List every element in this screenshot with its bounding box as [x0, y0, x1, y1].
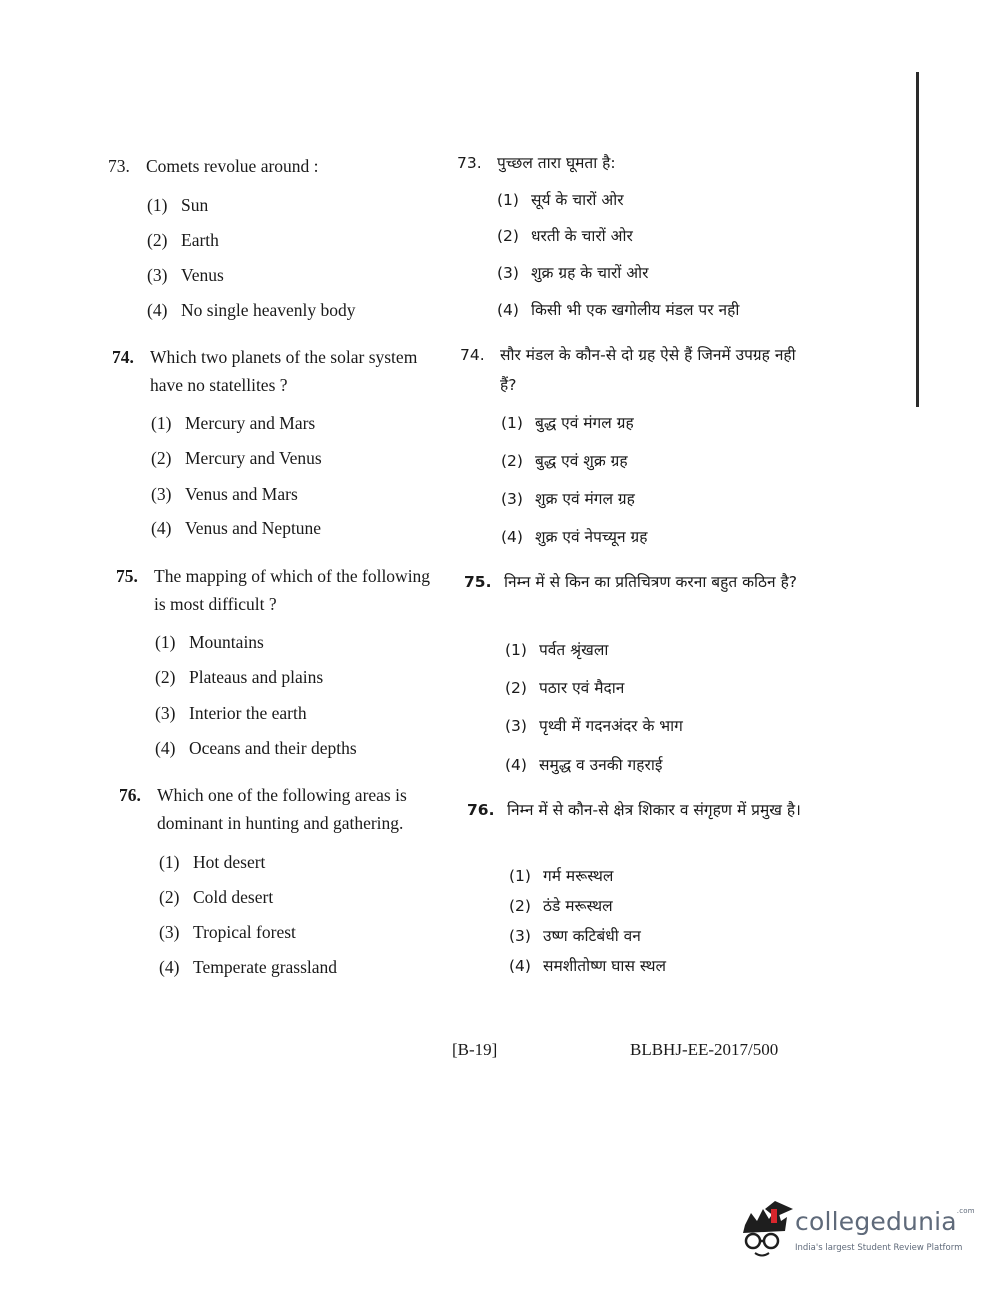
option-74-hi-2: (2) बुद्ध एवं शुक्र ग्रह: [501, 452, 628, 470]
option-76-hi-4: (4) समशीतोष्ण घास स्थल: [509, 957, 666, 975]
option-73-hi-1: (1) सूर्य के चारों ओर: [497, 191, 624, 209]
option-73-hi-3: (3) शुक्र ग्रह के चारों ओर: [497, 264, 649, 282]
mascot-icon: [735, 1195, 795, 1265]
option-75-2: (2) Plateaus and plains: [155, 667, 324, 687]
option-76-3: (3) Tropical forest: [159, 922, 296, 942]
question-number: 74.: [112, 347, 134, 367]
question-number: 73.: [457, 154, 482, 172]
question-text: सौर मंडल के कौन-से दो ग्रह ऐसे हैं जिनमें उपग्रह नही हैं?: [500, 346, 796, 394]
page-number: [B-19]: [452, 1040, 498, 1059]
option-75-3: (3) Interior the earth: [155, 703, 307, 723]
option-74-4: (4) Venus and Neptune: [151, 518, 322, 538]
question-number: 75.: [116, 566, 138, 586]
question-number: 73.: [108, 156, 130, 176]
paper-code: BLBHJ-EE-2017/500: [630, 1040, 779, 1059]
option-74-1: (1) Mercury and Mars: [151, 413, 316, 433]
option-76-hi-2: (2) ठंडे मरूस्थल: [509, 897, 613, 915]
option-75-hi-3: (3) पृथ्वी में गदनअंदर के भाग: [505, 717, 683, 735]
question-text: पुच्छल तारा घूमता है:: [497, 154, 616, 172]
option-74-3: (3) Venus and Mars: [151, 484, 298, 504]
option-76-1: (1) Hot desert: [159, 852, 266, 872]
option-75-1: (1) Mountains: [155, 632, 264, 652]
question-73-english: [108, 152, 448, 180]
option-76-2: (2) Cold desert: [159, 887, 274, 907]
question-76-english: [119, 781, 454, 837]
question-text: Which one of the following areas is dominant in hunting and gathering.: [157, 785, 407, 833]
question-text: निम्न में से कौन-से क्षेत्र शिकार व संगृहण में प्रमुख है।: [507, 801, 801, 819]
option-73-hi-2: (2) धरती के चारों ओर: [497, 227, 633, 245]
question-text: Comets revolue around :: [146, 156, 319, 176]
question-text: The mapping of which of the following is most difficult ?: [154, 566, 431, 614]
option-73-1: (1) Sun: [147, 195, 209, 215]
option-73-2: (2) Earth: [147, 230, 219, 250]
question-75-hindi: [464, 567, 809, 597]
question-number: 75.: [464, 573, 492, 591]
option-73-hi-4: (4) किसी भी एक खगोलीय मंडल पर नही: [497, 301, 740, 319]
question-75-english: [116, 562, 451, 618]
logo-wordmark: collegedunia$^{.com}$: [795, 1207, 975, 1236]
option-74-2: (2) Mercury and Venus: [151, 448, 322, 468]
question-74-hindi: [460, 340, 805, 400]
option-75-4: (4) Oceans and their depths: [155, 738, 357, 758]
option-75-hi-1: (1) पर्वत श्रृंखला: [505, 641, 609, 659]
question-number: 76.: [467, 801, 495, 819]
question-text: निम्न में से किन का प्रतिचित्रण करना बहुत कठिन है?: [504, 573, 798, 591]
option-74-hi-4: (4) शुक्र एवं नेपच्यून ग्रह: [501, 528, 648, 546]
option-73-3: (3) Venus: [147, 265, 224, 285]
logo-tagline: India's largest Student Review Platform: [795, 1243, 963, 1253]
question-74-english: [112, 343, 447, 399]
option-75-hi-4: (4) समुद्ध व उनकी गहराई: [505, 756, 663, 774]
scan-edge-line: [916, 72, 919, 407]
option-73-4: (4) No single heavenly body: [147, 300, 356, 320]
question-number: 76.: [119, 785, 141, 805]
option-75-hi-2: (2) पठार एवं मैदान: [505, 679, 625, 697]
question-73-hindi: [457, 148, 797, 178]
option-76-hi-1: (1) गर्म मरूस्थल: [509, 867, 614, 885]
question-76-hindi: [467, 795, 812, 825]
question-text: Which two planets of the solar system have no statellites ?: [150, 347, 418, 395]
option-74-hi-3: (3) शुक्र एवं मंगल ग्रह: [501, 490, 635, 508]
question-number: 74.: [460, 346, 485, 364]
collegedunia-logo: [735, 1195, 975, 1265]
option-76-4: (4) Temperate grassland: [159, 957, 338, 977]
option-74-hi-1: (1) बुद्ध एवं मंगल ग्रह: [501, 414, 634, 432]
option-76-hi-3: (3) उष्ण कटिबंधी वन: [509, 927, 641, 945]
